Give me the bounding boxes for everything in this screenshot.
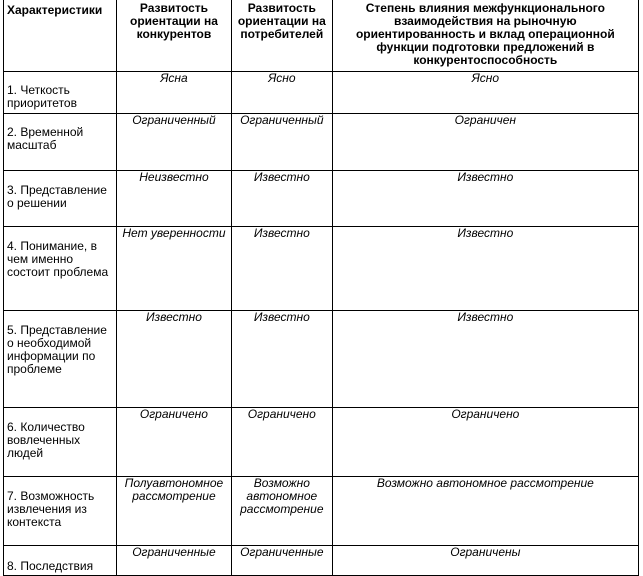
row-label-text: 7. Возможность извлечения из контекста [7,489,95,529]
cell-customer: Возможно автономное рассмотрение [231,477,332,546]
row-label [4,546,117,576]
header-characteristics: Характеристики [4,0,117,72]
row-label [4,114,117,171]
cell-influence: Известно [332,171,638,227]
cell-customer: Ограниченные [231,546,332,576]
cell-customer: Известно [231,311,332,408]
cell-influence: Известно [332,227,638,311]
row-label [4,311,117,408]
header-interfunctional-influence: Степень влияния межфункционального взаимодействия на рыночную ориентированность и вклад операционной функции подготовки предложений в конкурентоспособность [332,0,638,72]
table-row [4,311,639,408]
row-label-text: 2. Временной масштаб [7,125,84,152]
table-row [4,114,639,171]
row-label-text: 6. Количество вовлеченных людей [7,420,85,460]
row-label-text: 5. Представление о необходимой информации по проблеме [7,323,107,376]
cell-competitor: Известно [116,311,231,408]
cell-competitor: Полуавтономное рассмотрение [116,477,231,546]
row-label [4,227,117,311]
row-label [4,171,117,227]
cell-competitor: Неизвестно [116,171,231,227]
table-row [4,227,639,311]
cell-customer: Известно [231,227,332,311]
row-label-text: 1. Четкость приоритетов [7,83,77,110]
cell-customer: Известно [231,171,332,227]
cell-influence: Ограничено [332,408,638,477]
cell-influence: Ясно [332,72,638,114]
table-row [4,72,639,114]
cell-competitor: Нет уверенности [116,227,231,311]
cell-influence: Ограничен [332,114,638,171]
cell-customer: Ограниченный [231,114,332,171]
row-label-text: 4. Понимание, в чем именно состоит проблема [7,239,109,279]
cell-influence: Известно [332,311,638,408]
row-label-text: 8. Последствия [7,559,94,573]
table-row [4,408,639,477]
table-row [4,477,639,546]
table-header-row [4,0,639,72]
row-label [4,477,117,546]
cell-influence: Возможно автономное рассмотрение [332,477,638,546]
header-customer-orientation: Развитость ориентации на потребителей [231,0,332,72]
header-competitor-orientation: Развитость ориентации на конкурентов [116,0,231,72]
table-row [4,171,639,227]
cell-customer: Ограничено [231,408,332,477]
cell-competitor: Ясна [116,72,231,114]
characteristics-table [3,0,639,576]
cell-competitor: Ограничено [116,408,231,477]
row-label-text: 3. Представление о решении [7,183,107,210]
cell-customer: Ясно [231,72,332,114]
cell-influence: Ограничены [332,546,638,576]
row-label [4,72,117,114]
cell-competitor: Ограниченный [116,114,231,171]
cell-competitor: Ограниченные [116,546,231,576]
table-row [4,546,639,576]
row-label [4,408,117,477]
